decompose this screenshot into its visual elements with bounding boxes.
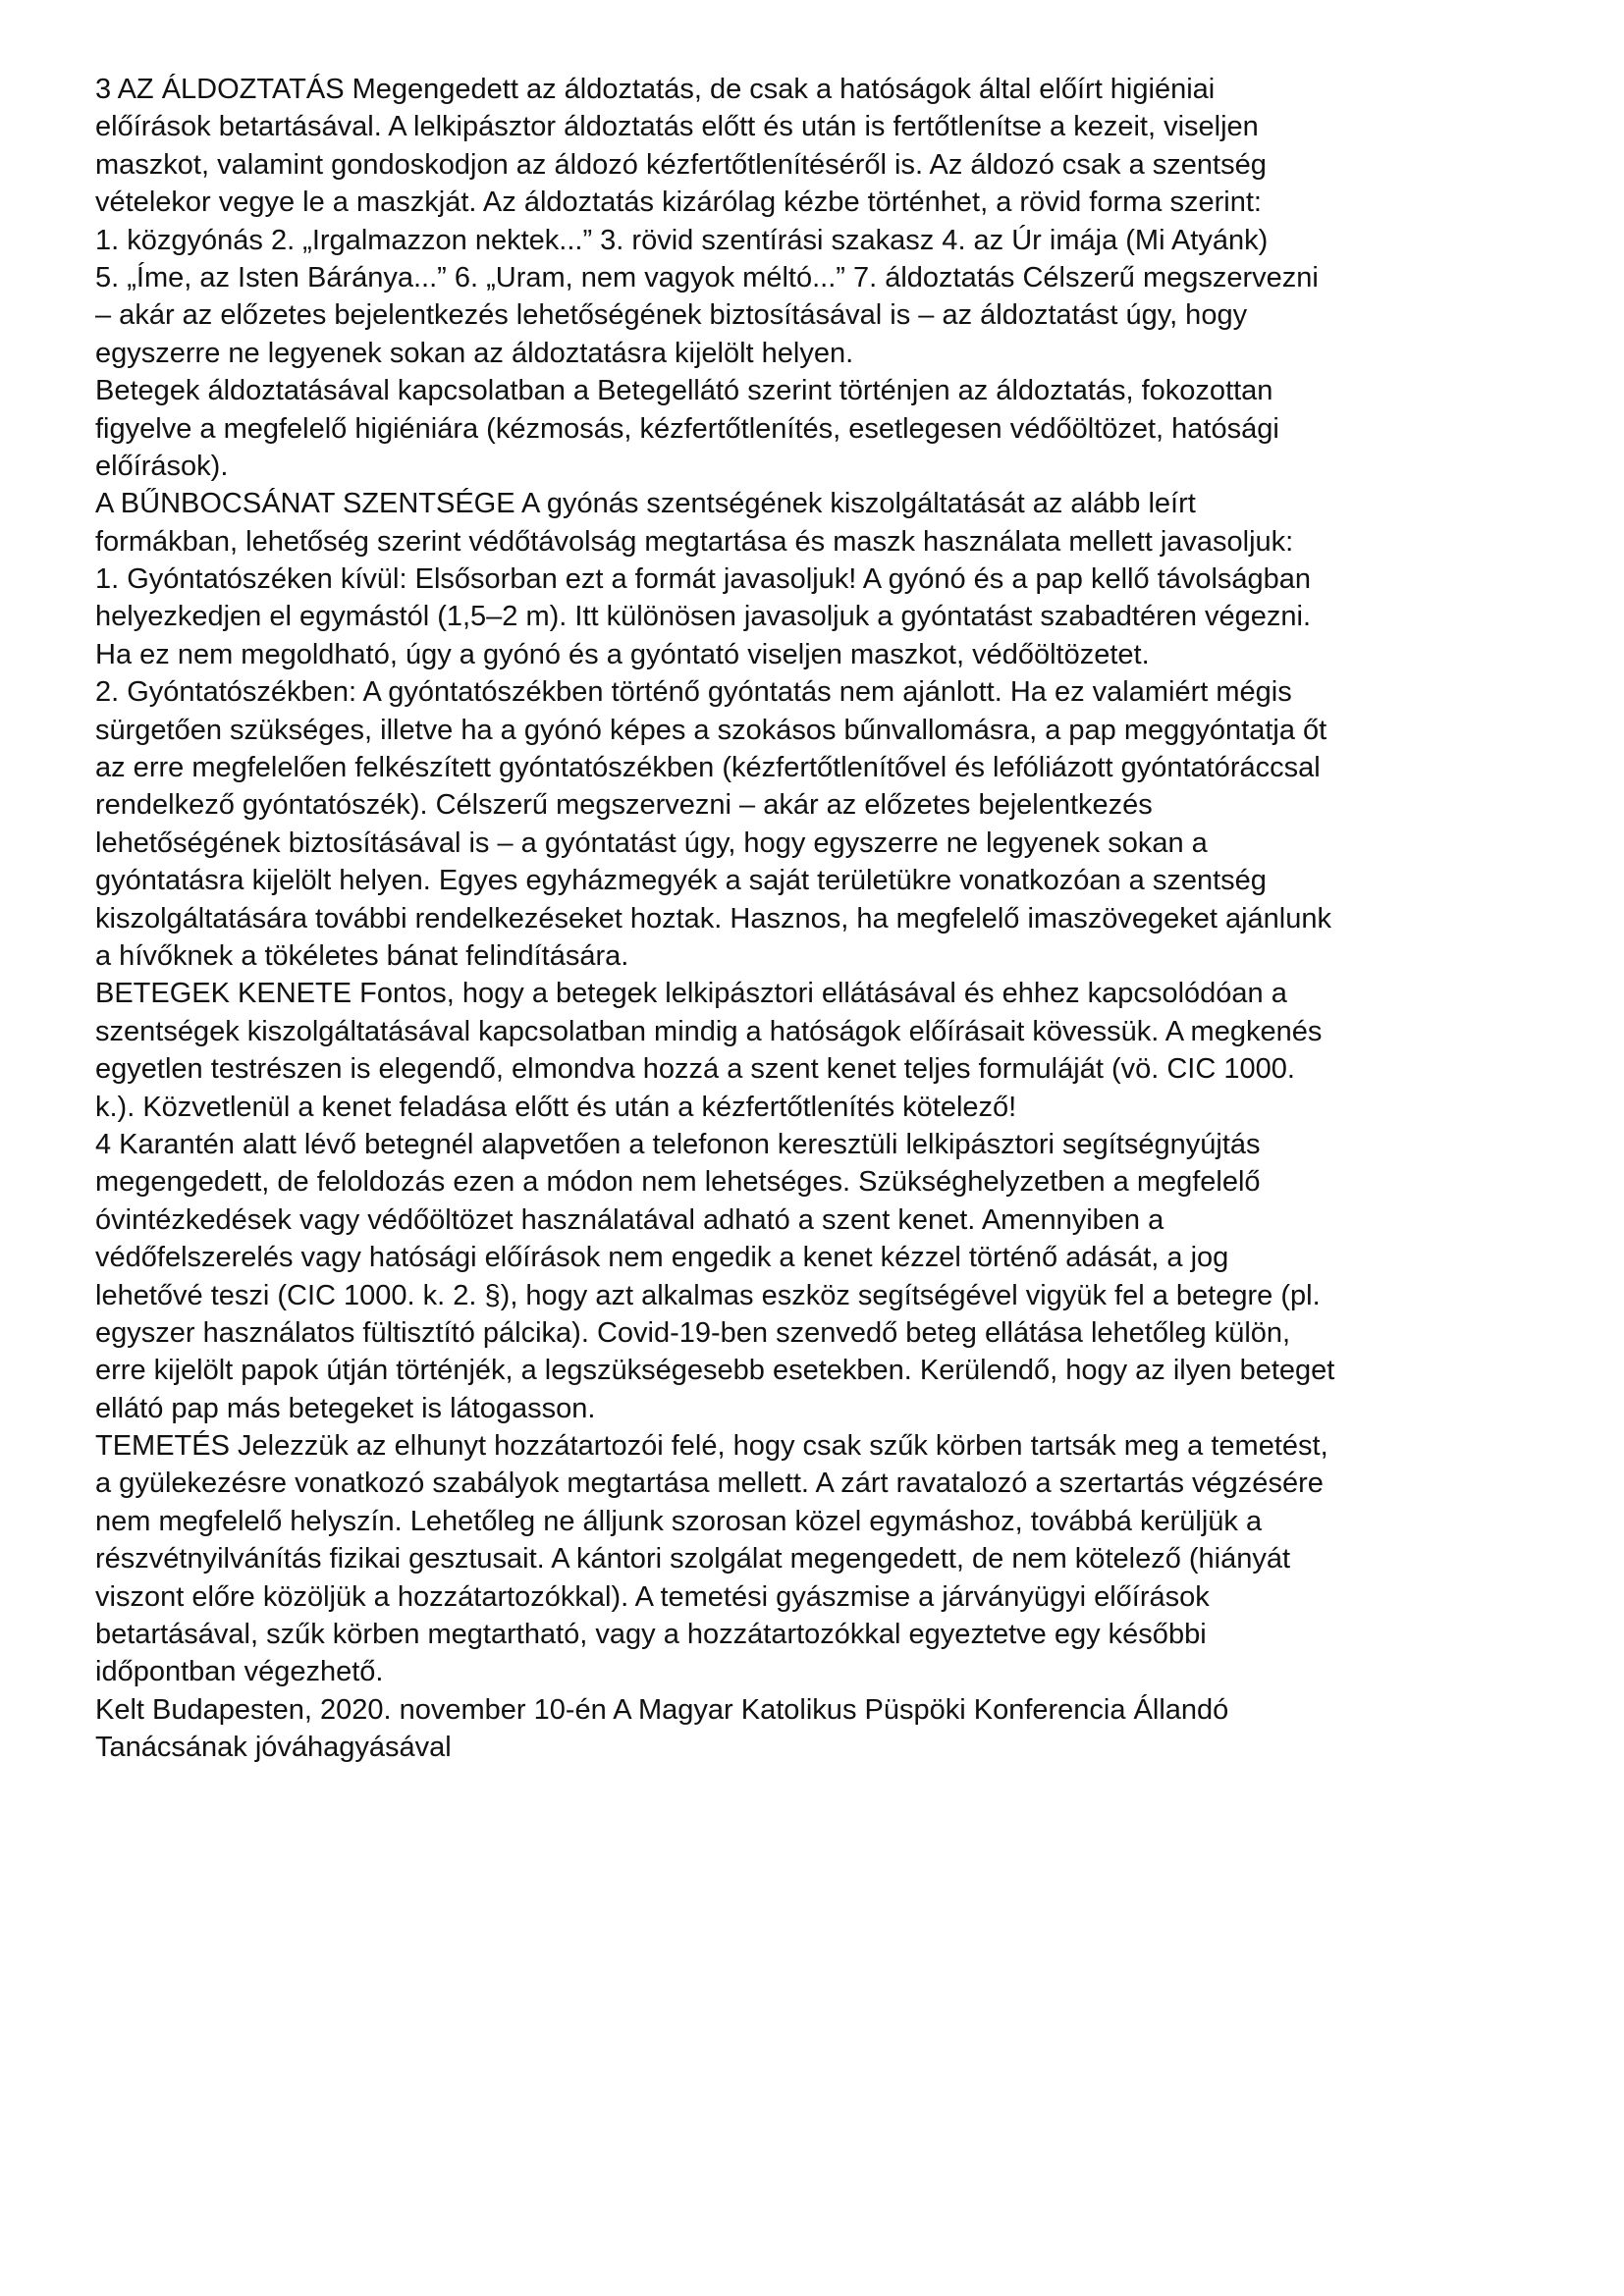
text-line: 1. Gyóntatószéken kívül: Elsősorban ezt a formát javasoljuk! A gyónó és a pap kellő távolságban bbox=[95, 563, 1312, 596]
text-line: vételekor vegye le a maszkját. Az áldoztatás kizárólag kézbe történhet, a rövid forma szerint: bbox=[95, 187, 1262, 219]
text-line: nem megfelelő helyszín. Lehetőleg ne álljunk szorosan közel egymáshoz, továbbá kerüljük a bbox=[95, 1505, 1263, 1537]
text-line: 3 AZ ÁLDOZTATÁS Megengedett az áldoztatás, de csak a hatóságok által előírt higiéniai bbox=[95, 74, 1216, 105]
text-line: Betegek áldoztatásával kapcsolatban a Betegellátó szerint történjen az áldoztatás, fokozottan bbox=[95, 375, 1273, 407]
text-line: formákban, lehetőség szerint védőtávolság megtartása és maszk használata mellett javasoljuk: bbox=[95, 525, 1294, 558]
text-line: 1. közgyónás 2. „Irgalmazzon nektek...” 3. rövid szentírási szakasz 4. az Úr imája (Mi Atyánk) bbox=[95, 224, 1269, 256]
text-line: k.). Közvetlenül a kenet feladása előtt és után a kézfertőtlenítés kötelező! bbox=[95, 1091, 1017, 1123]
document-body bbox=[95, 71, 1548, 1767]
text-line: rendelkező gyóntatószék). Célszerű megszervezni – akár az előzetes bejelentkezés bbox=[95, 789, 1153, 822]
text-line: előírások betartásával. A lelkipásztor áldoztatás előtt és után is fertőtlenítse a kezeit, viseljen bbox=[95, 111, 1259, 143]
text-line: megengedett, de feloldozás ezen a módon nem lehetséges. Szükséghelyzetben a megfelelő bbox=[95, 1166, 1261, 1199]
text-line: TEMETÉS Jelezzük az elhunyt hozzátartozói felé, hogy csak szűk körben tartsák meg a temetést, bbox=[95, 1430, 1328, 1463]
text-line: a hívőknek a tökéletes bánat felindítására. bbox=[95, 939, 629, 972]
text-line: figyelve a megfelelő higiéniára (kézmosás, kézfertőtlenítés, esetlegesen védőöltözet, hatósági bbox=[95, 412, 1279, 445]
text-line: előírások). bbox=[95, 450, 229, 482]
text-line: A BŰNBOCSÁNAT SZENTSÉGE A gyónás szentségének kiszolgáltatását az alább leírt bbox=[95, 488, 1196, 520]
text-line: egyetlen testrészen is elegendő, elmondva hozzá a szent kenet teljes formuláját (vö. CIC 1000. bbox=[95, 1053, 1295, 1086]
text-line: az erre megfelelően felkészített gyóntatószékben (kézfertőtlenítővel és lefóliázott gyóntatóráccsal bbox=[95, 752, 1321, 784]
text-line: betartásával, szűk körben megtartható, vagy a hozzátartozókkal egyeztetve egy későbbi bbox=[95, 1619, 1207, 1651]
text-line: erre kijelölt papok útján történjék, a legszükségesebb esetekben. Kerülendő, hogy az ilyen beteget bbox=[95, 1355, 1335, 1387]
text-line: Tanácsának jóváhagyásával bbox=[95, 1732, 452, 1764]
text-line: védőfelszerelés vagy hatósági előírások nem engedik a kenet kézzel történő adását, a jog bbox=[95, 1242, 1229, 1274]
text-line: időpontban végezhető. bbox=[95, 1656, 384, 1688]
text-line: a gyülekezésre vonatkozó szabályok megtartása mellett. A zárt ravatalozó a szertartás végzésére bbox=[95, 1468, 1324, 1500]
text-line: – akár az előzetes bejelentkezés lehetőségének biztosításával is – az áldoztatást úgy, hogy bbox=[95, 299, 1248, 332]
text-line: maszkot, valamint gondoskodjon az áldozó kézfertőtlenítéséről is. Az áldozó csak a szentség bbox=[95, 148, 1267, 181]
text-line: kiszolgáltatására további rendelkezéseket hoztak. Hasznos, ha megfelelő imaszövegeket ajánlunk bbox=[95, 902, 1331, 934]
text-line: 5. „Íme, az Isten Báránya...” 6. „Uram, nem vagyok méltó...” 7. áldoztatás Célszerű megszervezni bbox=[95, 261, 1319, 294]
text-line: ellátó pap más betegeket is látogasson. bbox=[95, 1392, 596, 1424]
text-line: viszont előre közöljük a hozzátartozókkal). A temetési gyászmise a járványügyi előírások bbox=[95, 1580, 1210, 1613]
text-line: egyszer használatos fültisztító pálcika). Covid-19-ben szenvedő beteg ellátása lehetőleg külön, bbox=[95, 1316, 1291, 1349]
text-line: Ha ez nem megoldható, úgy a gyónó és a gyóntató viseljen maszkot, védőöltözetet. bbox=[95, 638, 1150, 670]
text-line: óvintézkedések vagy védőöltözet használatával adható a szent kenet. Amennyiben a bbox=[95, 1203, 1164, 1236]
text-line: szentségek kiszolgáltatásával kapcsolatban mindig a hatóságok előírásait kövessük. A megkenés bbox=[95, 1015, 1323, 1047]
text-line: részvétnyilvánítás fizikai gesztusait. A kántori szolgálat megengedett, de nem kötelező (hiányát bbox=[95, 1543, 1291, 1575]
text-line: 4 Karantén alatt lévő betegnél alapvetően a telefonon keresztüli lelkipásztori segítségnyújtás bbox=[95, 1128, 1261, 1160]
text-line: helyezkedjen el egymástól (1,5–2 m). Itt különösen javasoljuk a gyóntatást szabadtéren végezni. bbox=[95, 601, 1312, 633]
text-line: sürgetően szükséges, illetve ha a gyónó képes a szokásos bűnvallomásra, a pap meggyóntatja őt bbox=[95, 714, 1327, 746]
text-line: Kelt Budapesten, 2020. november 10-én A Magyar Katolikus Püspöki Konferencia Állandó bbox=[95, 1693, 1229, 1726]
text-line: lehetővé teszi (CIC 1000. k. 2. §), hogy azt alkalmas eszköz segítségével vigyük fel a betegre (pl. bbox=[95, 1279, 1321, 1311]
text-line: BETEGEK KENETE Fontos, hogy a betegek lelkipásztori ellátásával és ehhez kapcsolódóan a bbox=[95, 978, 1287, 1010]
text-line: 2. Gyóntatószékben: A gyóntatószékben történő gyóntatás nem ajánlott. Ha ez valamiért mégis bbox=[95, 676, 1292, 709]
text-line: lehetőségének biztosításával is – a gyóntatást úgy, hogy egyszerre ne legyenek sokan a bbox=[95, 827, 1208, 859]
text-line: gyóntatásra kijelölt helyen. Egyes egyházmegyék a saját területükre vonatkozóan a szentség bbox=[95, 865, 1267, 897]
text-line: egyszerre ne legyenek sokan az áldoztatásra kijelölt helyen. bbox=[95, 337, 854, 369]
